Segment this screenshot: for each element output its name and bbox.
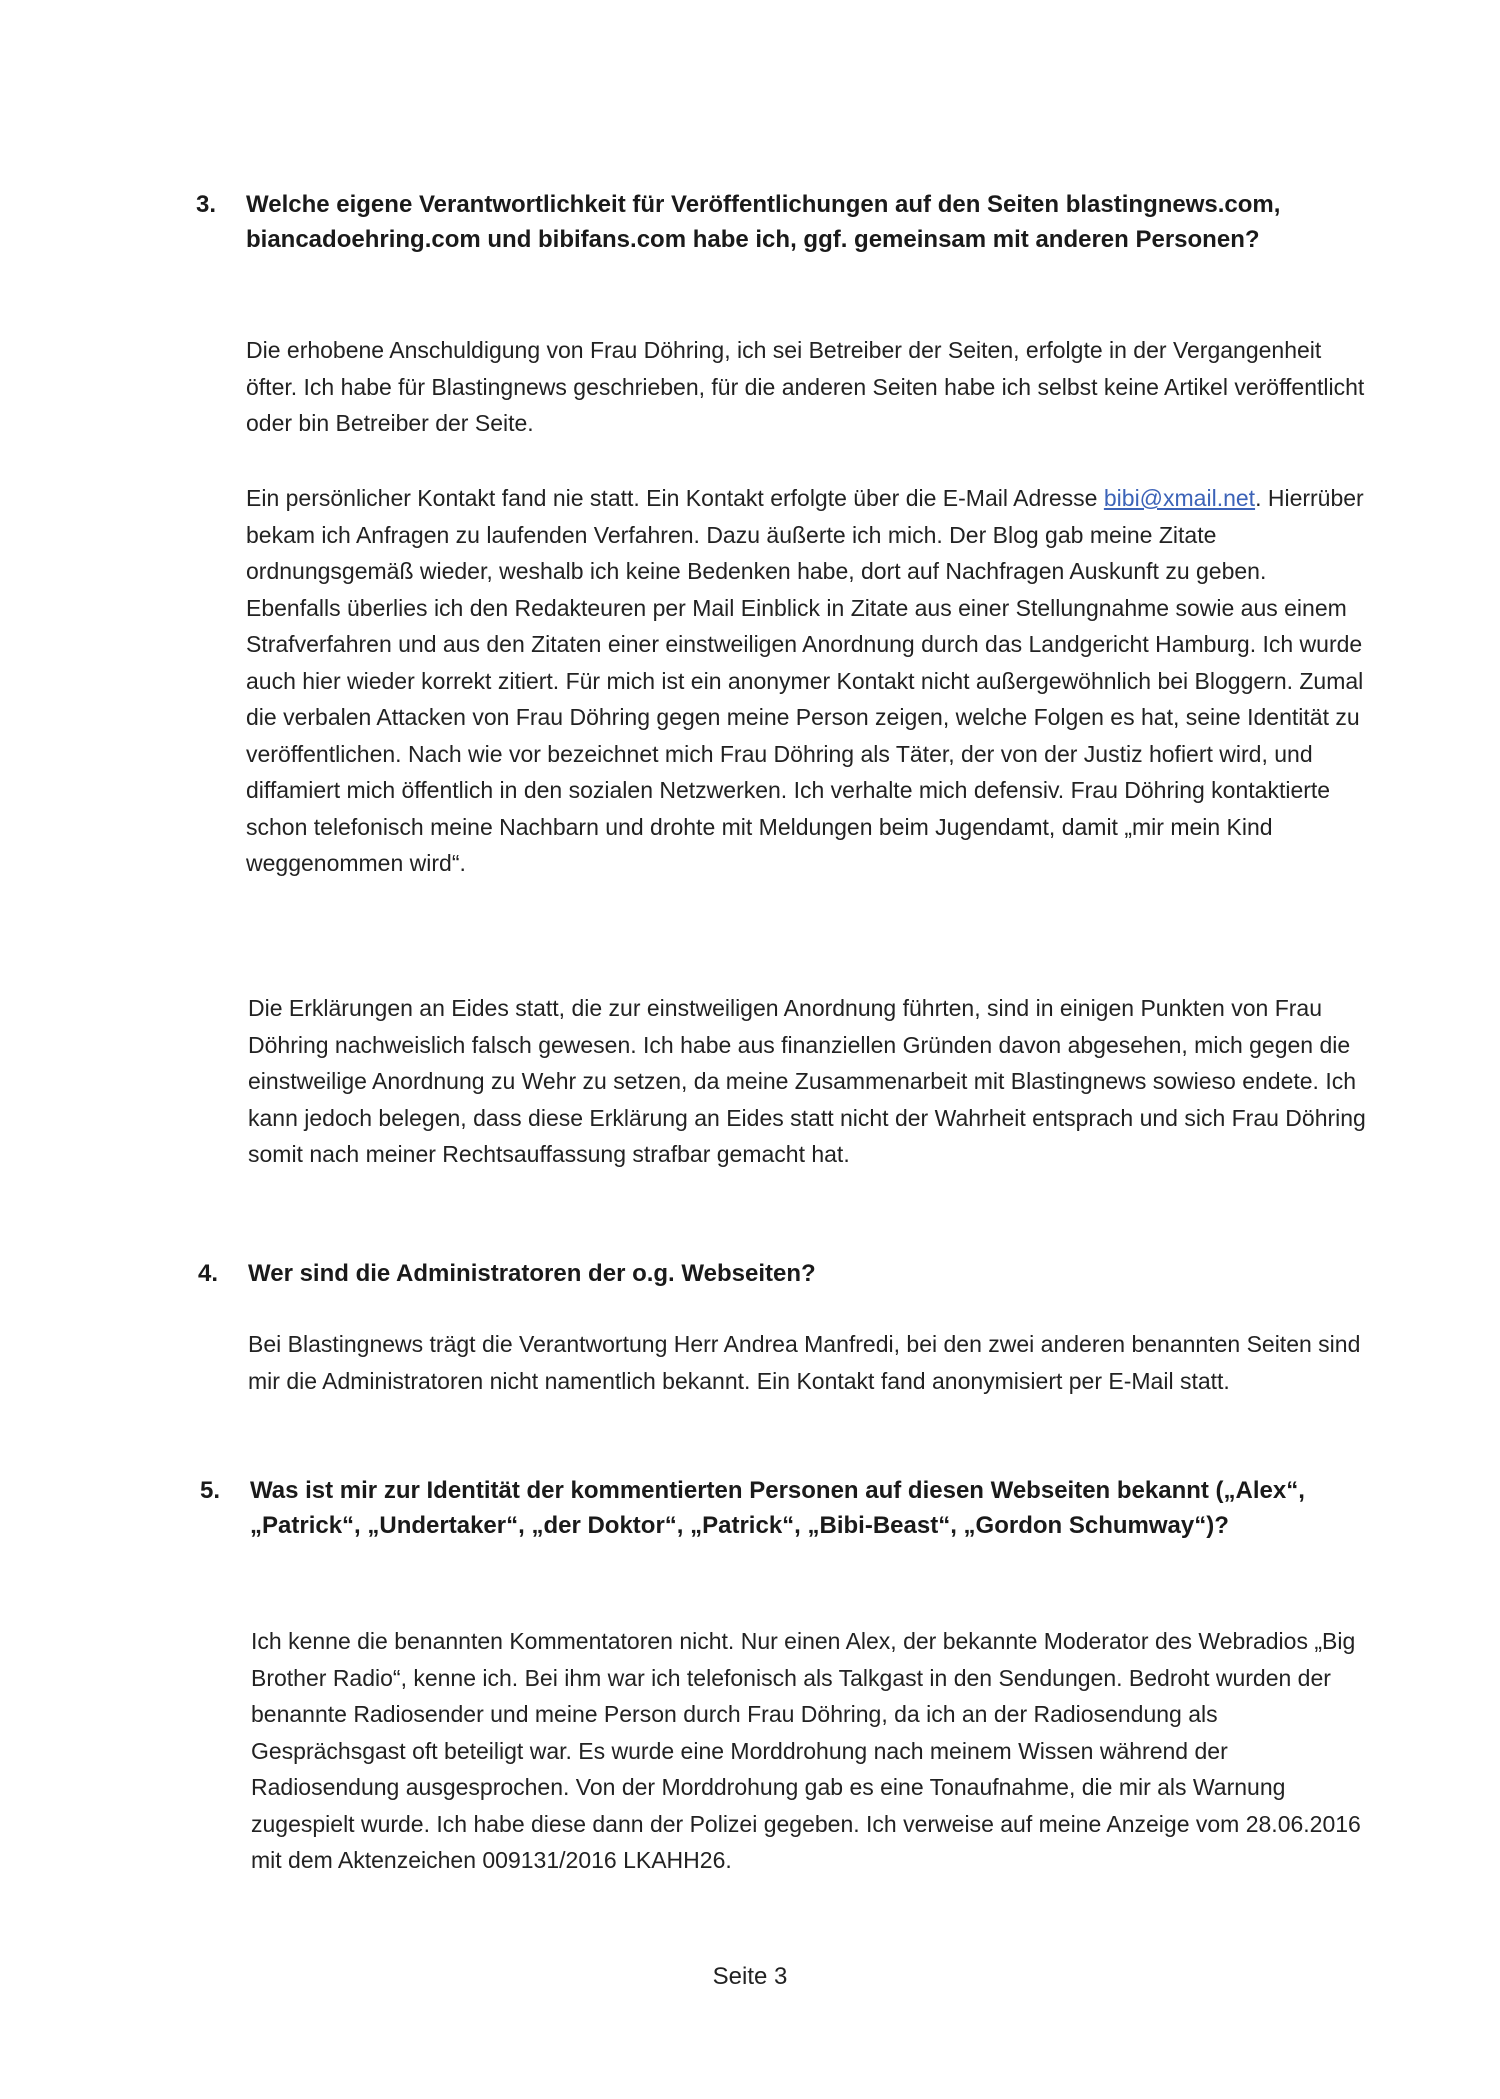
answer-3-paragraph-2-body: . Hierrüber bekam ich Anfragen zu laufenden Verfahren. Dazu äußerte ich mich. Der Blog gab meine Zitate ordnungsgemäß wieder, weshalb ich keine Bedenken habe, dort auf Nachfragen Auskunft zu geben. Ebenfalls überlies ich den Redakteuren per Mail Einblick in Zitate aus einer Stellungnahme sowie aus einem Strafverfahren und aus den Zitaten einer einstweiligen Anordnung durch das Landgericht Hamburg. Ich wurde auch hier wieder korrekt zitiert. Für mich ist ein anonymer Kontakt nicht außergewöhnlich bei Bloggern. Zumal die verbalen Attacken von Frau Döhring gegen meine Person zeigen, welche Folgen es hat, seine Identität zu veröffentlichen. Nach wie vor bezeichnet mich Frau Döhring als Täter, der von der Justiz hofiert wird, und diffamiert mich öffentlich in den sozialen Netzwerken. Ich verhalte mich defensiv. Frau Döhring kontaktierte schon telefonisch meine Nachbarn und drohte mit Meldungen beim Jugendamt, damit „mir mein Kind weggenommen wird“. — [246, 485, 1364, 876]
question-5 — [200, 1473, 1350, 1543]
question-4 — [198, 1256, 1348, 1291]
question-5-number: 5. — [200, 1477, 221, 1504]
question-5-text: Was ist mir zur Identität der kommentierten Personen auf diesen Webseiten bekannt („Alex“, „Patrick“, „Undertaker“, „der Doktor“, „Patrick“, „Bibi-Beast“, „Gordon Schumway“)? — [250, 1477, 1305, 1539]
answer-3-paragraph-3: Die Erklärungen an Eides statt, die zur einstweiligen Anordnung führten, sind in einigen Punkten von Frau Döhring nachweislich falsch gewesen. Ich habe aus finanziellen Gründen davon abgesehen, mich gegen die einstweilige Anordnung zu Wehr zu setzen, da meine Zusammenarbeit mit Blastingnews sowieso endete. Ich kann jedoch belegen, dass diese Erklärung an Eides statt nicht der Wahrheit entsprach und sich Frau Döhring somit nach meiner Rechtsauffassung strafbar gemacht hat. — [248, 995, 1366, 1167]
page-number: Seite 3 — [712, 1963, 788, 1990]
answer-3-paragraph-1: Die erhobene Anschuldigung von Frau Döhring, ich sei Betreiber der Seiten, erfolgte in der Vergangenheit öfter. Ich habe für Blastingnews geschrieben, für die anderen Seiten habe ich selbst keine Artikel veröffentlicht oder bin Betreiber der Seite. — [246, 337, 1365, 436]
answer-4-paragraph-1: Bei Blastingnews trägt die Verantwortung Herr Andrea Manfredi, bei den zwei anderen benannten Seiten sind mir die Administratoren nicht namentlich bekannt. Ein Kontakt fand anonymisiert per E-Mail statt. — [248, 1331, 1361, 1394]
question-3-number: 3. — [196, 191, 217, 218]
question-4-number: 4. — [198, 1260, 219, 1287]
answer-5-paragraph-1: Ich kenne die benannten Kommentatoren nicht. Nur einen Alex, der bekannte Moderator des Webradios „Big Brother Radio“, kenne ich. Bei ihm war ich telefonisch als Talkgast in den Sendungen. Bedroht wurden der benannte Radiosender und meine Person durch Frau Döhring, da ich an der Radiosendung als Gesprächsgast oft beteiligt war. Es wurde eine Morddrohung nach meinem Wissen während der Radiosendung ausgesprochen. Von der Morddrohung gab es eine Tonaufnahme, die mir als Warnung zugespielt wurde. Ich habe diese dann der Polizei gegeben. Ich verweise auf meine Anzeige vom 28.06.2016 mit dem Aktenzeichen 009131/2016 LKAHH26. — [251, 1628, 1361, 1873]
email-link[interactable]: bibi@xmail.net — [1103, 485, 1256, 511]
answer-3-paragraph-2-intro: Ein persönlicher Kontakt fand nie statt. Ein Kontakt erfolgte über die E-Mail Adresse — [246, 485, 1104, 511]
question-4-text: Wer sind die Administratoren der o.g. Webseiten? — [248, 1260, 816, 1287]
question-3 — [196, 187, 1346, 257]
question-3-text: Welche eigene Verantwortlichkeit für Veröffentlichungen auf den Seiten blastingnews.com, biancadoehring.com und bibifans.com habe ich, ggf. gemeinsam mit anderen Personen? — [246, 191, 1281, 253]
answer-3-paragraph-2 — [246, 480, 1366, 882]
